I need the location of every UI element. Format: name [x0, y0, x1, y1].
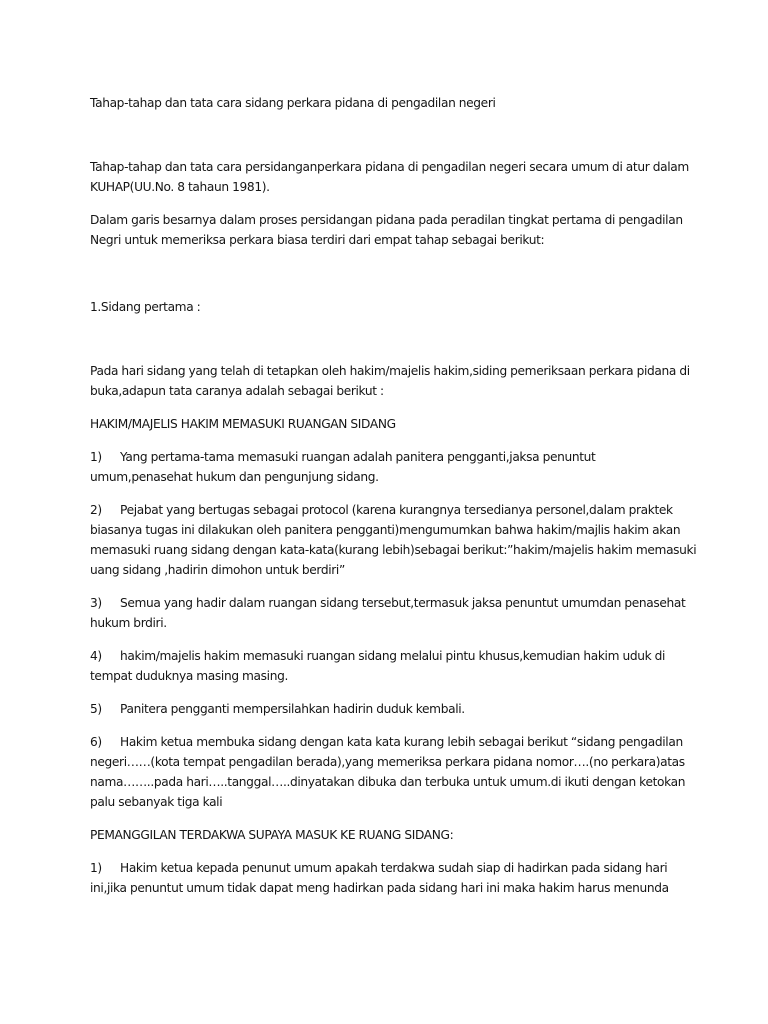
- list-item-text: Hakim ketua membuka sidang dengan kata kata kurang lebih sebagai berikut “sidang pengadilan: [120, 735, 683, 749]
- list-item-num: 3): [90, 596, 102, 610]
- heading-hakim-memasuki: HAKIM/MAJELIS HAKIM MEMASUKI RUANGAN SIDANG: [90, 417, 396, 431]
- intro-line-1: Tahap-tahap dan tata cara persidanganperkara pidana di pengadilan negeri secara umum di atur dalam: [90, 160, 689, 174]
- list-item-number: [90, 699, 465, 719]
- list-item-text: hakim/majelis hakim memasuki ruangan sidang melalui pintu khusus,kemudian hakim uduk di: [120, 649, 666, 663]
- intro-line-2: KUHAP(UU.No. 8 tahaun 1981).: [90, 180, 270, 194]
- para2-line-2: Negri untuk memeriksa perkara biasa terdiri dari empat tahap sebagai berikut:: [90, 233, 545, 247]
- section-heading-sidang-pertama: 1.Sidang pertama :: [90, 300, 201, 314]
- list-item-number: [90, 447, 595, 467]
- document-title: Tahap-tahap dan tata cara sidang perkara pidana di pengadilan negeri: [90, 96, 496, 110]
- list-item-num: 4): [90, 649, 102, 663]
- list-item-number: [90, 646, 665, 666]
- list-item-num: 1): [90, 450, 102, 464]
- list-item-text: Semua yang hadir dalam ruangan sidang tersebut,termasuk jaksa penuntut umumdan penasehat: [120, 596, 686, 610]
- list-item-text: memasuki ruang sidang dengan kata-kata(kurang lebih)sebagai berikut:”hakim/majelis hakim memasuki: [90, 543, 697, 557]
- list-item-number: [90, 858, 667, 878]
- list-item-num: 1): [90, 861, 102, 875]
- list-item-text: Hakim ketua kepada penunut umum apakah terdakwa sudah siap di hadirkan pada sidang hari: [120, 861, 668, 875]
- list-item-text: umum,penasehat hukum dan pengunjung sidang.: [90, 470, 379, 484]
- list-item-text: uang sidang ,hadirin dimohon untuk berdiri”: [90, 563, 345, 577]
- para3-line-1: Pada hari sidang yang telah di tetapkan oleh hakim/majelis hakim,siding pemeriksaan perkara pidana di: [90, 364, 690, 378]
- list-item-num: 5): [90, 702, 102, 716]
- list-item-text: tempat duduknya masing masing.: [90, 669, 288, 683]
- list-item-text: hukum brdiri.: [90, 616, 167, 630]
- list-item-text: palu sebanyak tiga kali: [90, 795, 223, 809]
- list-item-text: Pejabat yang bertugas sebagai protocol (karena kurangnya tersedianya personel,dalam praktek: [120, 503, 673, 517]
- list-item-number: [90, 500, 673, 520]
- list-item-text: biasanya tugas ini dilakukan oleh panitera pengganti)mengumumkan bahwa hakim/majlis hakim akan: [90, 523, 681, 537]
- list-item-text: ini,jika penuntut umum tidak dapat meng hadirkan pada sidang hari ini maka hakim harus menunda: [90, 881, 669, 895]
- para2-line-1: Dalam garis besarnya dalam proses persidangan pidana pada peradilan tingkat pertama di pengadilan: [90, 213, 683, 227]
- list-item-num: 6): [90, 735, 102, 749]
- list-item-number: [90, 732, 683, 752]
- list-item-number: [90, 593, 685, 613]
- heading-pemanggilan-terdakwa: PEMANGGILAN TERDAKWA SUPAYA MASUK KE RUANG SIDANG:: [90, 828, 454, 842]
- list-item-num: 2): [90, 503, 102, 517]
- list-item-text: nama……..pada hari…..tanggal…..dinyatakan dibuka dan terbuka untuk umum.di ikuti dengan ketokan: [90, 775, 686, 789]
- list-item-text: negeri……(kota tempat pengadilan berada),yang memeriksa perkara pidana nomor….(no perkara)atas: [90, 755, 685, 769]
- para3-line-2: buka,adapun tata caranya adalah sebagai berikut :: [90, 384, 384, 398]
- list-item-text: Yang pertama-tama memasuki ruangan adalah panitera pengganti,jaksa penuntut: [120, 450, 596, 464]
- list-item-text: Panitera pengganti mempersilahkan hadirin duduk kembali.: [120, 702, 465, 716]
